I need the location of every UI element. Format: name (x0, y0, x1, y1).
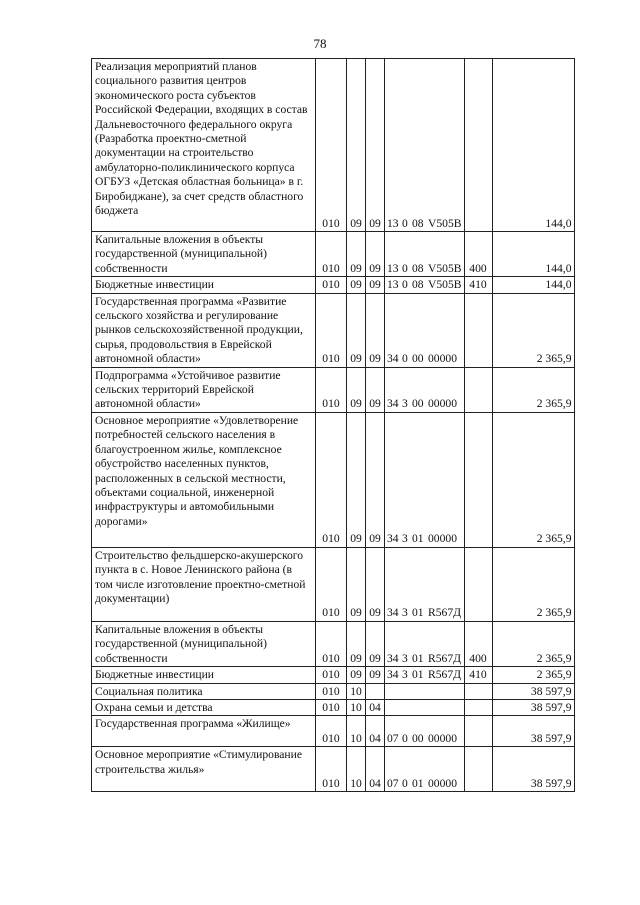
cs-program: 34 (387, 668, 399, 682)
row-name: Капитальные вложения в объекты государственной (муниципальной) собственности (92, 621, 316, 666)
table-row (92, 747, 575, 792)
cell-subsection: 09 (366, 621, 385, 666)
cell-section: 09 (347, 293, 366, 367)
cell-target-article (385, 232, 465, 277)
cell-amount: 38 597,9 (492, 747, 574, 792)
cs-direction: R567Д (428, 606, 462, 620)
row-name: Основное мероприятие «Удовлетворение потребностей сельского населения в благоустроенном жилье, комплексное обустройство населенных пунктов, расположенных в сельской местности, объектами социальной, инженерной инфраструктуры и автомобильными дорогами» (92, 412, 316, 547)
cs-program: 34 (387, 352, 399, 366)
row-name: Охрана семьи и детства (92, 699, 316, 715)
cell-amount: 2 365,9 (492, 547, 574, 621)
budget-table (91, 58, 575, 792)
cs-direction: R567Д (428, 651, 462, 665)
cs-direction: 00000 (428, 352, 457, 366)
cs-direction: V505B (428, 261, 462, 275)
cell-expense-type (464, 293, 492, 367)
cell-expense-type (464, 547, 492, 621)
cs-subprogram: 3 (402, 532, 408, 546)
cell-admin-code: 010 (316, 667, 347, 683)
cell-subsection: 09 (366, 59, 385, 232)
cell-subsection: 09 (366, 547, 385, 621)
cell-subsection: 09 (366, 412, 385, 547)
cell-expense-type: 410 (464, 667, 492, 683)
cell-expense-type (464, 59, 492, 232)
cs-program: 34 (387, 651, 399, 665)
cs-subprogram: 3 (402, 397, 408, 411)
cell-target-article (385, 277, 465, 293)
cell-admin-code: 010 (316, 232, 347, 277)
cell-section: 10 (347, 747, 366, 792)
cs-event: 08 (412, 278, 424, 292)
cell-admin-code: 010 (316, 59, 347, 232)
cs-direction: 00000 (428, 776, 457, 790)
cell-subsection: 04 (366, 699, 385, 715)
cell-amount: 144,0 (492, 232, 574, 277)
cell-section: 09 (347, 621, 366, 666)
cs-program: 13 (387, 216, 399, 230)
row-name: Государственная программа «Развитие сельского хозяйства и регулирование рынков сельскохозяйственной продукции, сырья, продовольствия в Еврейской автономной области» (92, 293, 316, 367)
cell-target-article (385, 716, 465, 747)
cell-subsection: 04 (366, 747, 385, 792)
cs-event: 01 (412, 668, 424, 682)
cell-amount: 2 365,9 (492, 412, 574, 547)
cell-target-article (385, 367, 465, 412)
cell-section: 10 (347, 683, 366, 699)
cell-amount: 2 365,9 (492, 293, 574, 367)
cell-expense-type (464, 716, 492, 747)
cs-subprogram: 3 (402, 606, 408, 620)
cs-event: 01 (412, 532, 424, 546)
cs-program: 07 (387, 776, 399, 790)
cell-subsection (366, 683, 385, 699)
cell-target-article (385, 59, 465, 232)
cell-target-article (385, 683, 465, 699)
table-row (92, 232, 575, 277)
cell-target-article (385, 293, 465, 367)
cell-admin-code: 010 (316, 547, 347, 621)
cs-subprogram: 0 (402, 261, 408, 275)
table-row (92, 59, 575, 232)
cell-amount: 2 365,9 (492, 367, 574, 412)
cell-admin-code: 010 (316, 367, 347, 412)
cs-event: 00 (412, 352, 424, 366)
cs-event: 00 (412, 397, 424, 411)
cs-direction: V505B (428, 216, 462, 230)
cell-target-article (385, 667, 465, 683)
cell-amount: 38 597,9 (492, 683, 574, 699)
row-name: Строительство фельдшерско-акушерского пункта в с. Новое Ленинского района (в том числе изготовление проектно-сметной документации) (92, 547, 316, 621)
cs-subprogram: 3 (402, 651, 408, 665)
cell-target-article (385, 412, 465, 547)
row-name: Социальная политика (92, 683, 316, 699)
cs-subprogram: 0 (402, 731, 408, 745)
cell-admin-code: 010 (316, 683, 347, 699)
cell-admin-code: 010 (316, 621, 347, 666)
table-row (92, 621, 575, 666)
cell-target-article (385, 747, 465, 792)
table-row (92, 547, 575, 621)
cs-subprogram: 3 (402, 668, 408, 682)
row-name: Капитальные вложения в объекты государственной (муниципальной) собственности (92, 232, 316, 277)
table-row (92, 683, 575, 699)
cell-subsection: 09 (366, 667, 385, 683)
row-name: Бюджетные инвестиции (92, 667, 316, 683)
cell-amount: 38 597,9 (492, 699, 574, 715)
cell-expense-type (464, 747, 492, 792)
cell-target-article (385, 547, 465, 621)
table-row (92, 716, 575, 747)
cell-section: 09 (347, 367, 366, 412)
table-row (92, 412, 575, 547)
cell-admin-code: 010 (316, 716, 347, 747)
cell-expense-type: 400 (464, 621, 492, 666)
cs-program: 34 (387, 532, 399, 546)
cell-section: 09 (347, 59, 366, 232)
cell-section: 10 (347, 699, 366, 715)
cell-amount: 144,0 (492, 59, 574, 232)
cell-target-article (385, 621, 465, 666)
cell-section: 09 (347, 412, 366, 547)
cell-expense-type (464, 699, 492, 715)
cs-subprogram: 0 (402, 216, 408, 230)
cell-admin-code: 010 (316, 293, 347, 367)
cell-subsection: 09 (366, 277, 385, 293)
cell-subsection: 09 (366, 232, 385, 277)
cell-target-article (385, 699, 465, 715)
row-name: Государственная программа «Жилище» (92, 716, 316, 747)
cell-amount: 2 365,9 (492, 667, 574, 683)
cell-section: 09 (347, 277, 366, 293)
cell-subsection: 04 (366, 716, 385, 747)
cs-event: 01 (412, 651, 424, 665)
row-name: Подпрограмма «Устойчивое развитие сельских территорий Еврейской автономной области» (92, 367, 316, 412)
row-name: Бюджетные инвестиции (92, 277, 316, 293)
row-name: Основное мероприятие «Стимулирование строительства жилья» (92, 747, 316, 792)
cs-direction: 00000 (428, 397, 457, 411)
row-name: Реализация мероприятий планов социального развития центров экономического роста субъектов Российской Федерации, входящих в состав Дальневосточного федерального округа (Разработка проектно-сметной документации на строительство амбулаторно-поликлинического корпуса ОГБУЗ «Детская областная больница» в г. Биробиджане), за счет средств областного бюджета (92, 59, 316, 232)
cs-program: 34 (387, 397, 399, 411)
cs-program: 34 (387, 606, 399, 620)
cell-section: 09 (347, 232, 366, 277)
page-number: 78 (313, 36, 327, 51)
cell-amount: 2 365,9 (492, 621, 574, 666)
cs-program: 07 (387, 731, 399, 745)
cell-section: 09 (347, 547, 366, 621)
table-row (92, 277, 575, 293)
cs-event: 01 (412, 776, 424, 790)
cell-section: 10 (347, 716, 366, 747)
cell-expense-type: 410 (464, 277, 492, 293)
cs-event: 00 (412, 731, 424, 745)
cs-direction: 00000 (428, 532, 457, 546)
cell-admin-code: 010 (316, 699, 347, 715)
cs-program: 13 (387, 278, 399, 292)
cell-admin-code: 010 (316, 277, 347, 293)
cs-event: 08 (412, 261, 424, 275)
cs-event: 01 (412, 606, 424, 620)
table-row (92, 293, 575, 367)
cs-direction: V505B (428, 278, 462, 292)
cell-amount: 144,0 (492, 277, 574, 293)
cs-event: 08 (412, 216, 424, 230)
cell-section: 09 (347, 667, 366, 683)
cs-subprogram: 0 (402, 352, 408, 366)
table-row (92, 367, 575, 412)
table-row (92, 699, 575, 715)
cell-subsection: 09 (366, 293, 385, 367)
cs-direction: 00000 (428, 731, 457, 745)
cell-expense-type (464, 412, 492, 547)
cs-direction: R567Д (428, 668, 462, 682)
cell-expense-type (464, 367, 492, 412)
cell-admin-code: 010 (316, 747, 347, 792)
table-body (92, 59, 575, 792)
cell-expense-type: 400 (464, 232, 492, 277)
cs-subprogram: 0 (402, 278, 408, 292)
cell-admin-code: 010 (316, 412, 347, 547)
table-row (92, 667, 575, 683)
cs-program: 13 (387, 261, 399, 275)
cs-subprogram: 0 (402, 776, 408, 790)
cell-expense-type (464, 683, 492, 699)
cell-amount: 38 597,9 (492, 716, 574, 747)
cell-subsection: 09 (366, 367, 385, 412)
